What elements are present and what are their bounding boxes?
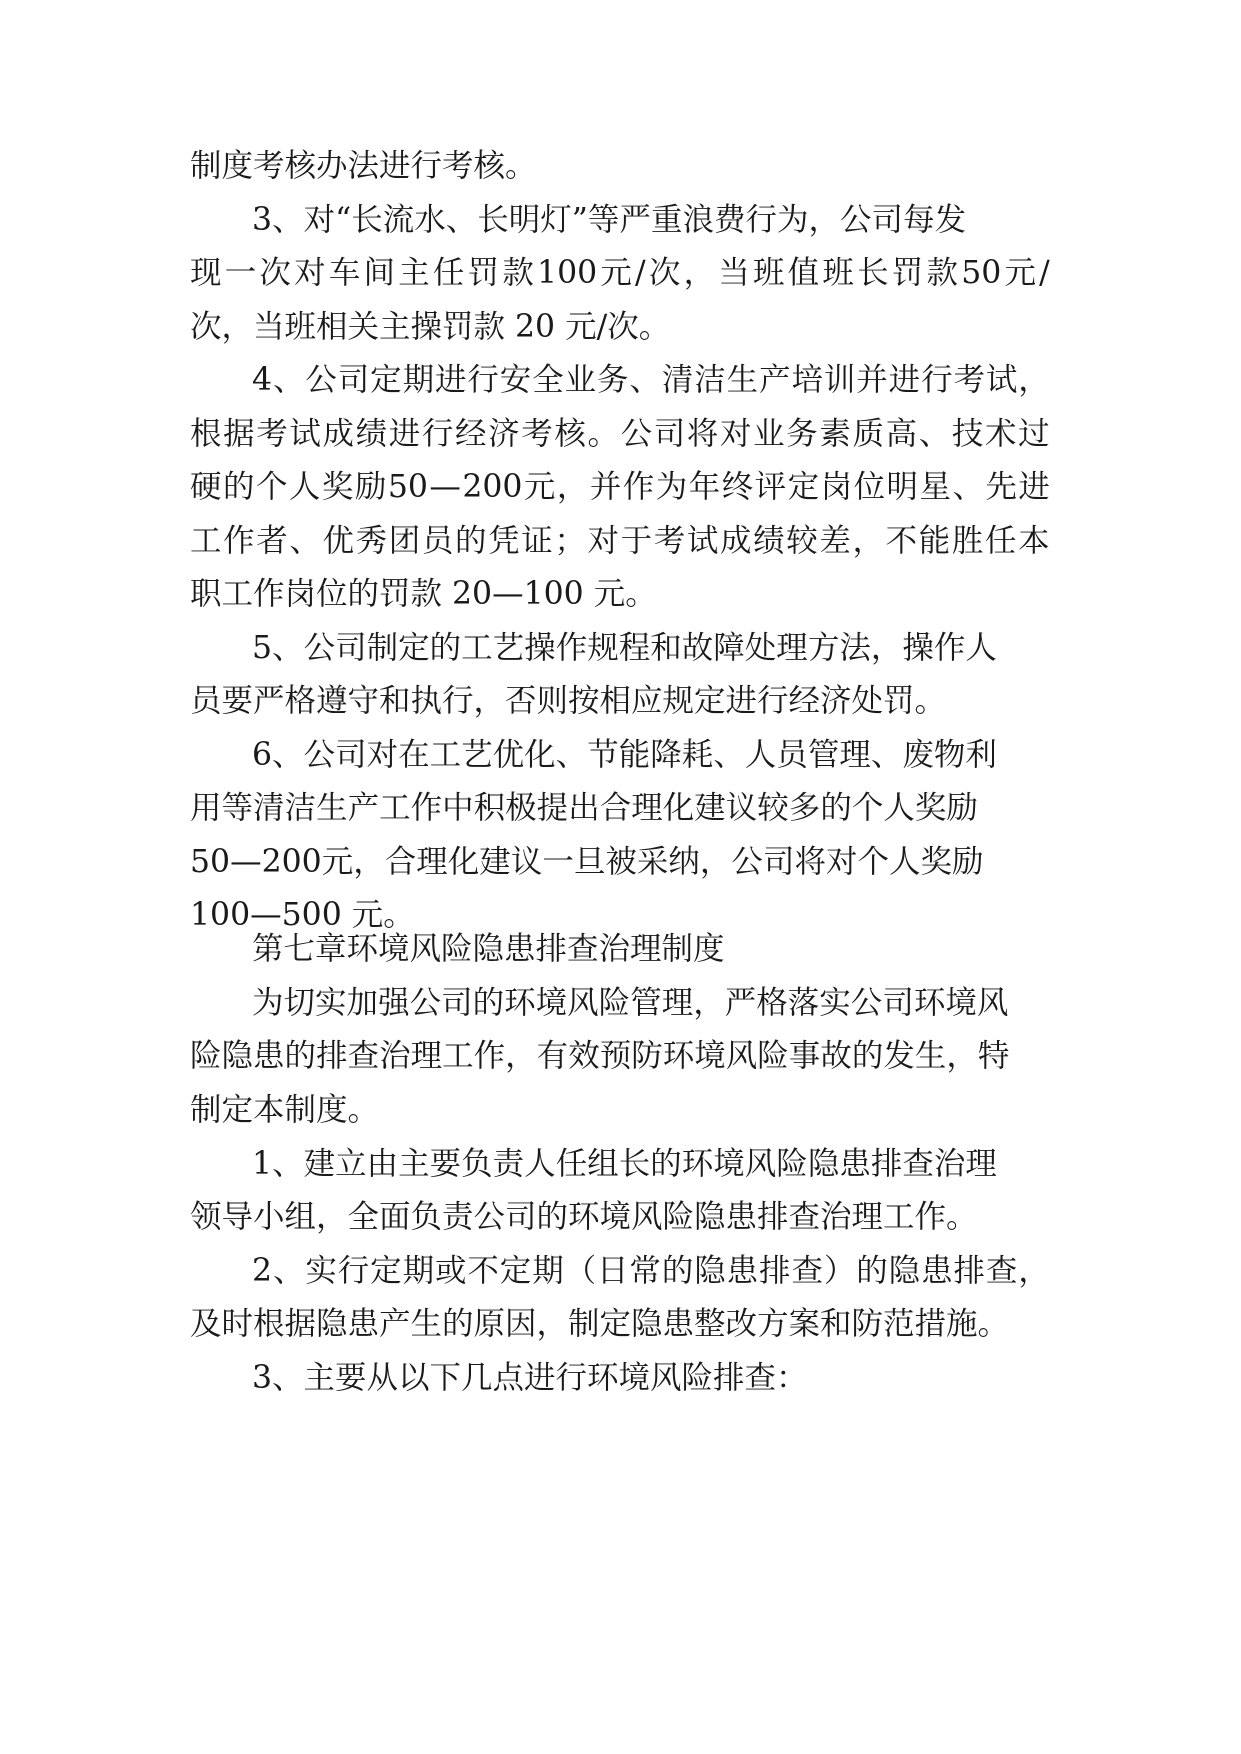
text-line: 现 一 次 对 车 间 主 任 罚 款 100 元 / 次 ， 当 班 值 班 长 罚 款 50 元 / xyxy=(190,255,1050,291)
text-line: 职工作岗位的罚款 20—100 元。 xyxy=(190,576,657,612)
text-line: 用 等 清 洁 生 产 工 作 中 积 极 提 出 合 理 化 建 议 较 多 的 个 人 奖 励 xyxy=(190,790,978,826)
text-line: 100—500 元。 xyxy=(190,897,415,933)
text-line: 5 、 公 司 制 定 的 工 艺 操 作 规 程 和 故 障 处 理 方 法 ， 操 作 人 xyxy=(252,630,997,666)
text-line: 1 、 建 立 由 主 要 负 责 人 任 组 长 的 环 境 风 险 隐 患 排 查 治 理 xyxy=(252,1146,997,1182)
text-line: 6 、 公 司 对 在 工 艺 优 化 、 节 能 降 耗 、 人 员 管 理 、 废 物 利 xyxy=(252,737,997,773)
text-line: 领导小组，全面负责公司的环境风险隐患排查治理工作。 xyxy=(190,1199,978,1235)
text-line: 4 、 公 司 定 期 进 行 安 全 业 务 、 清 洁 生 产 培 训 并 进 行 考 试 ， xyxy=(252,362,1050,398)
chapter-heading: 第七章环境风险隐患排查治理制度 xyxy=(252,931,725,967)
text-line: 50 — 200 元 ， 合 理 化 建 议 一 旦 被 采 纳 ， 公 司 将 对 个 人 奖 励 xyxy=(190,844,984,880)
text-line: 为 切 实 加 强 公 司 的 环 境 风 险 管 理 ， 严 格 落 实 公 司 环 境 风 xyxy=(252,985,1009,1021)
text-line: 2 、 实 行 定 期 或 不 定 期 （ 日 常 的 隐 患 排 查 ） 的 隐 患 排 查 ， xyxy=(252,1253,1050,1289)
text-line: 硬 的 个 人 奖 励 50 — 200 元 ， 并 作 为 年 终 评 定 岗 位 明 星 、 先 进 xyxy=(190,469,1050,505)
text-line: 3、主要从以下几点进行环境风险排查： xyxy=(252,1360,808,1396)
text-line: 制定本制度。 xyxy=(190,1092,380,1128)
text-line: 险 隐 患 的 排 查 治 理 工 作 ， 有 效 预 防 环 境 风 险 事 故 的 发 生 ， 特 xyxy=(190,1038,1010,1074)
text-line: 工 作 者 、 优 秀 团 员 的 凭 证 ； 对 于 考 试 成 绩 较 差 ， 不 能 胜 任 本 xyxy=(190,523,1050,559)
text-line: 根 据 考 试 成 绩 进 行 经 济 考 核 。 公 司 将 对 业 务 素 质 高 、 技 术 过 xyxy=(190,416,1050,452)
text-line: 及时根据隐患产生的原因，制定隐患整改方案和防范措施。 xyxy=(190,1306,1010,1342)
text-line: 员要严格遵守和执行，否则按相应规定进行经济处罚。 xyxy=(190,683,947,719)
text-line: 制度考核办法进行考核。 xyxy=(190,148,537,184)
text-line: 次，当班相关主操罚款 20 元/次。 xyxy=(190,309,671,345)
text-line: 3 、 对 “ 长 流 水 、 长 明 灯 ” 等 严 重 浪 费 行 为 ， 公 司 每 发 xyxy=(252,202,967,238)
